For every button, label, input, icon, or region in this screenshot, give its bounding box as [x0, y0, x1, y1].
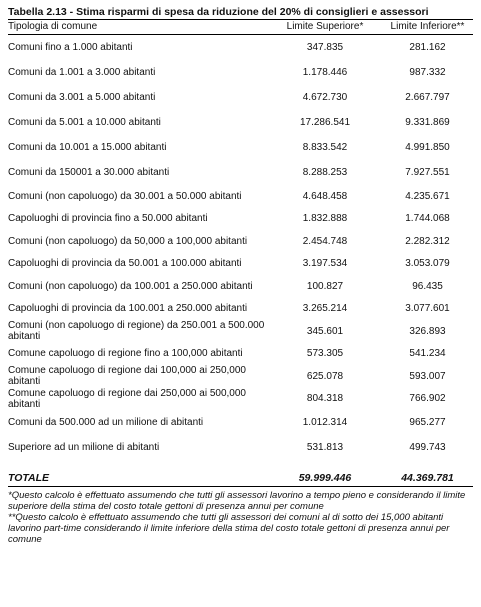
row-label: Capoluoghi di provincia da 100.001 a 250.000 abitanti	[8, 303, 248, 315]
table-row	[8, 388, 473, 411]
total-label: TOTALE	[8, 472, 50, 484]
row-limite-superiore: 347.835	[306, 42, 344, 53]
row-limite-superiore: 4.672.730	[302, 92, 348, 103]
row-limite-inferiore: 987.332	[409, 67, 446, 78]
table-row	[8, 298, 473, 321]
table-row	[8, 230, 473, 253]
row-limite-superiore: 573.305	[306, 348, 344, 360]
table-row	[8, 320, 473, 343]
row-label: Comuni (non capoluogo) da 50,000 a 100,000 abitanti	[8, 235, 248, 247]
row-label: Comuni da 500.000 ad un milione di abitanti	[8, 417, 204, 428]
row-limite-inferiore: 541.234	[409, 348, 446, 360]
row-limite-superiore: 4.648.458	[302, 190, 348, 202]
row-label: Comune capoluogo di regione dai 100,000 ai 250,000 abitanti	[8, 365, 246, 388]
table-row	[8, 60, 473, 85]
row-label: Comuni fino a 1.000 abitanti	[8, 42, 133, 53]
table-row	[8, 435, 473, 460]
row-limite-inferiore: 4.991.850	[405, 142, 450, 153]
table-row	[8, 85, 473, 110]
row-limite-inferiore: 96.435	[412, 280, 443, 292]
row-label: Comuni da 1.001 a 3.000 abitanti	[8, 67, 156, 78]
table-row	[8, 253, 473, 276]
column-header-limite-inferiore: Limite Inferiore**	[390, 21, 465, 32]
row-limite-superiore: 3.197.534	[302, 258, 348, 270]
row-label: Comuni da 10.001 a 15.000 abitanti	[8, 142, 167, 153]
row-label: Comuni da 5.001 a 10.000 abitanti	[8, 117, 161, 128]
table-row	[8, 135, 473, 160]
row-limite-inferiore: 766.902	[409, 393, 446, 405]
footnotes	[8, 487, 473, 545]
row-limite-superiore: 1.178.446	[302, 67, 348, 78]
row-limite-inferiore: 281.162	[409, 42, 446, 53]
row-label: Comuni (non capoluogo) da 30.001 a 50.000 abitanti	[8, 190, 242, 202]
total-limite-superiore: 59.999.446	[298, 472, 352, 484]
row-limite-superiore: 2.454.748	[302, 235, 348, 247]
row-label: Comune capoluogo di regione dai 250,000 ai 500,000 abitanti	[8, 387, 246, 410]
footnote-inferiore: **Questo calcolo è effettuato assumendo che tutti gli assessori dei comuni al di sotto dei 15,000 abitanti lavorino part-time considerando il limite inferiore della stima del costo totale gettoni di presenza annui per comune	[8, 512, 450, 545]
row-limite-inferiore: 3.053.079	[405, 258, 450, 270]
table-row	[8, 343, 473, 366]
column-header-limite-superiore: Limite Superiore*	[286, 21, 364, 32]
row-limite-inferiore: 2.282.312	[405, 235, 450, 247]
row-label: Comune capoluogo di regione fino a 100,000 abitanti	[8, 348, 243, 360]
footnote-superiore: *Questo calcolo è effettuato assumendo che tutti gli assessori lavorino a tempo pieno e considerando il limite superiore della stima del costo totale gettoni di presenza annui per comune	[8, 490, 466, 512]
table-row	[8, 275, 473, 298]
row-label: Comuni (non capoluogo) da 100.001 a 250.000 abitanti	[8, 280, 253, 292]
row-limite-superiore: 17.286.541	[299, 117, 351, 128]
row-limite-superiore: 345.601	[306, 325, 344, 337]
table-row	[8, 185, 473, 208]
table-row	[8, 365, 473, 388]
row-limite-inferiore: 1.744.068	[405, 213, 450, 225]
table-row	[8, 110, 473, 135]
row-label: Capoluoghi di provincia da 50.001 a 100.000 abitanti	[8, 258, 242, 270]
row-limite-superiore: 8.288.253	[302, 167, 348, 178]
row-limite-inferiore: 593.007	[409, 370, 446, 382]
row-label: Superiore ad un milione di abitanti	[8, 442, 160, 453]
row-limite-inferiore: 9.331.869	[405, 117, 450, 128]
table-body	[8, 35, 473, 460]
row-limite-inferiore: 965.277	[409, 417, 446, 428]
total-row	[8, 470, 473, 486]
table-row	[8, 410, 473, 435]
row-limite-superiore: 804.318	[306, 393, 344, 405]
row-label: Comuni da 3.001 a 5.000 abitanti	[8, 92, 156, 103]
row-label: Comuni da 150001 a 30.000 abitanti	[8, 167, 170, 178]
row-limite-superiore: 1.832.888	[302, 213, 348, 225]
column-header-tipologia: Tipologia di comune	[8, 21, 98, 32]
row-limite-superiore: 625.078	[306, 370, 344, 382]
row-limite-inferiore: 499.743	[409, 442, 446, 453]
table-row	[8, 35, 473, 60]
row-label: Capoluoghi di provincia fino a 50.000 abitanti	[8, 213, 208, 225]
row-limite-superiore: 531.813	[306, 442, 344, 453]
row-limite-superiore: 100.827	[306, 280, 344, 292]
row-label: Comuni (non capoluogo di regione) da 250.001 a 500.000 abitanti	[8, 320, 265, 343]
row-limite-inferiore: 2.667.797	[405, 92, 450, 103]
row-limite-superiore: 1.012.314	[302, 417, 348, 428]
row-limite-inferiore: 7.927.551	[405, 167, 450, 178]
row-limite-inferiore: 3.077.601	[405, 303, 450, 315]
table-row	[8, 208, 473, 231]
table-row	[8, 160, 473, 185]
row-limite-superiore: 3.265.214	[302, 303, 348, 315]
row-limite-inferiore: 4.235.671	[405, 190, 450, 202]
row-limite-inferiore: 326.893	[409, 325, 446, 337]
table-header	[8, 20, 473, 34]
total-limite-inferiore: 44.369.781	[401, 472, 454, 484]
row-limite-superiore: 8.833.542	[302, 142, 348, 153]
table-title: Tabella 2.13 - Stima risparmi di spesa da riduzione del 20% di consiglieri e assessori	[8, 6, 429, 18]
